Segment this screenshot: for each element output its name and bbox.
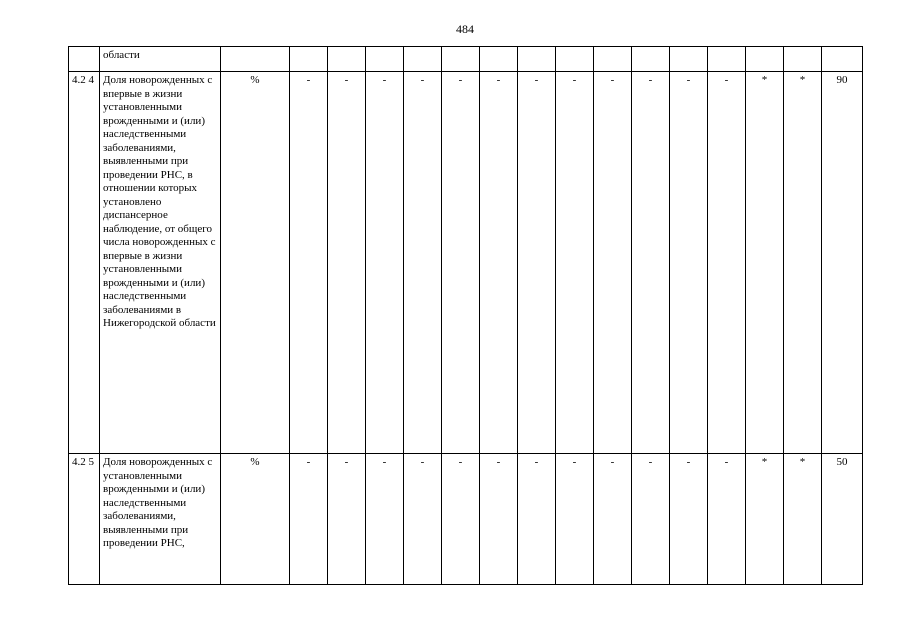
cell-value: - — [442, 72, 480, 454]
cell-value — [442, 47, 480, 72]
cell-value — [290, 47, 328, 72]
cell-value: - — [670, 72, 708, 454]
page-number: 484 — [456, 22, 474, 36]
cell-value: - — [556, 72, 594, 454]
cell-value: - — [442, 454, 480, 585]
cell-value — [594, 47, 632, 72]
table-row-4-2-5 — [69, 454, 863, 585]
cell-value — [670, 47, 708, 72]
cell-value — [366, 47, 404, 72]
cell-value — [708, 47, 746, 72]
cell-value: - — [594, 454, 632, 585]
cell-value: 90 — [822, 72, 863, 454]
cell-code: 4.2 4 — [69, 72, 100, 454]
cell-value — [822, 47, 863, 72]
table-row-continuation — [69, 47, 863, 72]
cell-value: - — [480, 454, 518, 585]
cell-value: - — [404, 454, 442, 585]
cell-value: 50 — [822, 454, 863, 585]
cell-value: * — [746, 454, 784, 585]
cell-value — [632, 47, 670, 72]
cell-value: - — [594, 72, 632, 454]
table-row-4-2-4 — [69, 72, 863, 454]
cell-value — [556, 47, 594, 72]
cell-value — [746, 47, 784, 72]
cell-value: * — [746, 72, 784, 454]
cell-value: - — [670, 454, 708, 585]
cell-value: - — [290, 72, 328, 454]
cell-value: * — [784, 454, 822, 585]
cell-value: - — [632, 72, 670, 454]
cell-value: - — [404, 72, 442, 454]
cell-value: - — [366, 454, 404, 585]
cell-value — [784, 47, 822, 72]
cell-label: Доля новорожденных с впервые в жизни установленными врожденными и (или) наследственными заболеваниями, выявленными при проведении РНС, в отношении которых установлено диспансерное наблюдение, от общего числа новорожденных с впервые в жизни установленными врожденными и (или) наследственными заболеваниями в Нижегородской области — [100, 72, 221, 454]
cell-unit — [221, 47, 290, 72]
cell-value — [328, 47, 366, 72]
cell-value: - — [290, 454, 328, 585]
cell-unit: % — [221, 72, 290, 454]
cell-value: - — [556, 454, 594, 585]
indicator-table — [68, 46, 863, 585]
cell-value: - — [518, 454, 556, 585]
cell-value: - — [328, 72, 366, 454]
cell-unit: % — [221, 454, 290, 585]
cell-code: 4.2 5 — [69, 454, 100, 585]
cell-value — [404, 47, 442, 72]
cell-value: - — [708, 72, 746, 454]
cell-value: - — [328, 454, 366, 585]
cell-code — [69, 47, 100, 72]
cell-value: - — [366, 72, 404, 454]
cell-value — [480, 47, 518, 72]
cell-value: - — [708, 454, 746, 585]
cell-label: Доля новорожденных с установленными врожденными и (или) наследственными заболеваниями, выявленными при проведении РНС, — [100, 454, 221, 585]
cell-value: - — [632, 454, 670, 585]
cell-value: - — [480, 72, 518, 454]
cell-label: области — [100, 47, 221, 72]
cell-value: * — [784, 72, 822, 454]
cell-value: - — [518, 72, 556, 454]
cell-value — [518, 47, 556, 72]
